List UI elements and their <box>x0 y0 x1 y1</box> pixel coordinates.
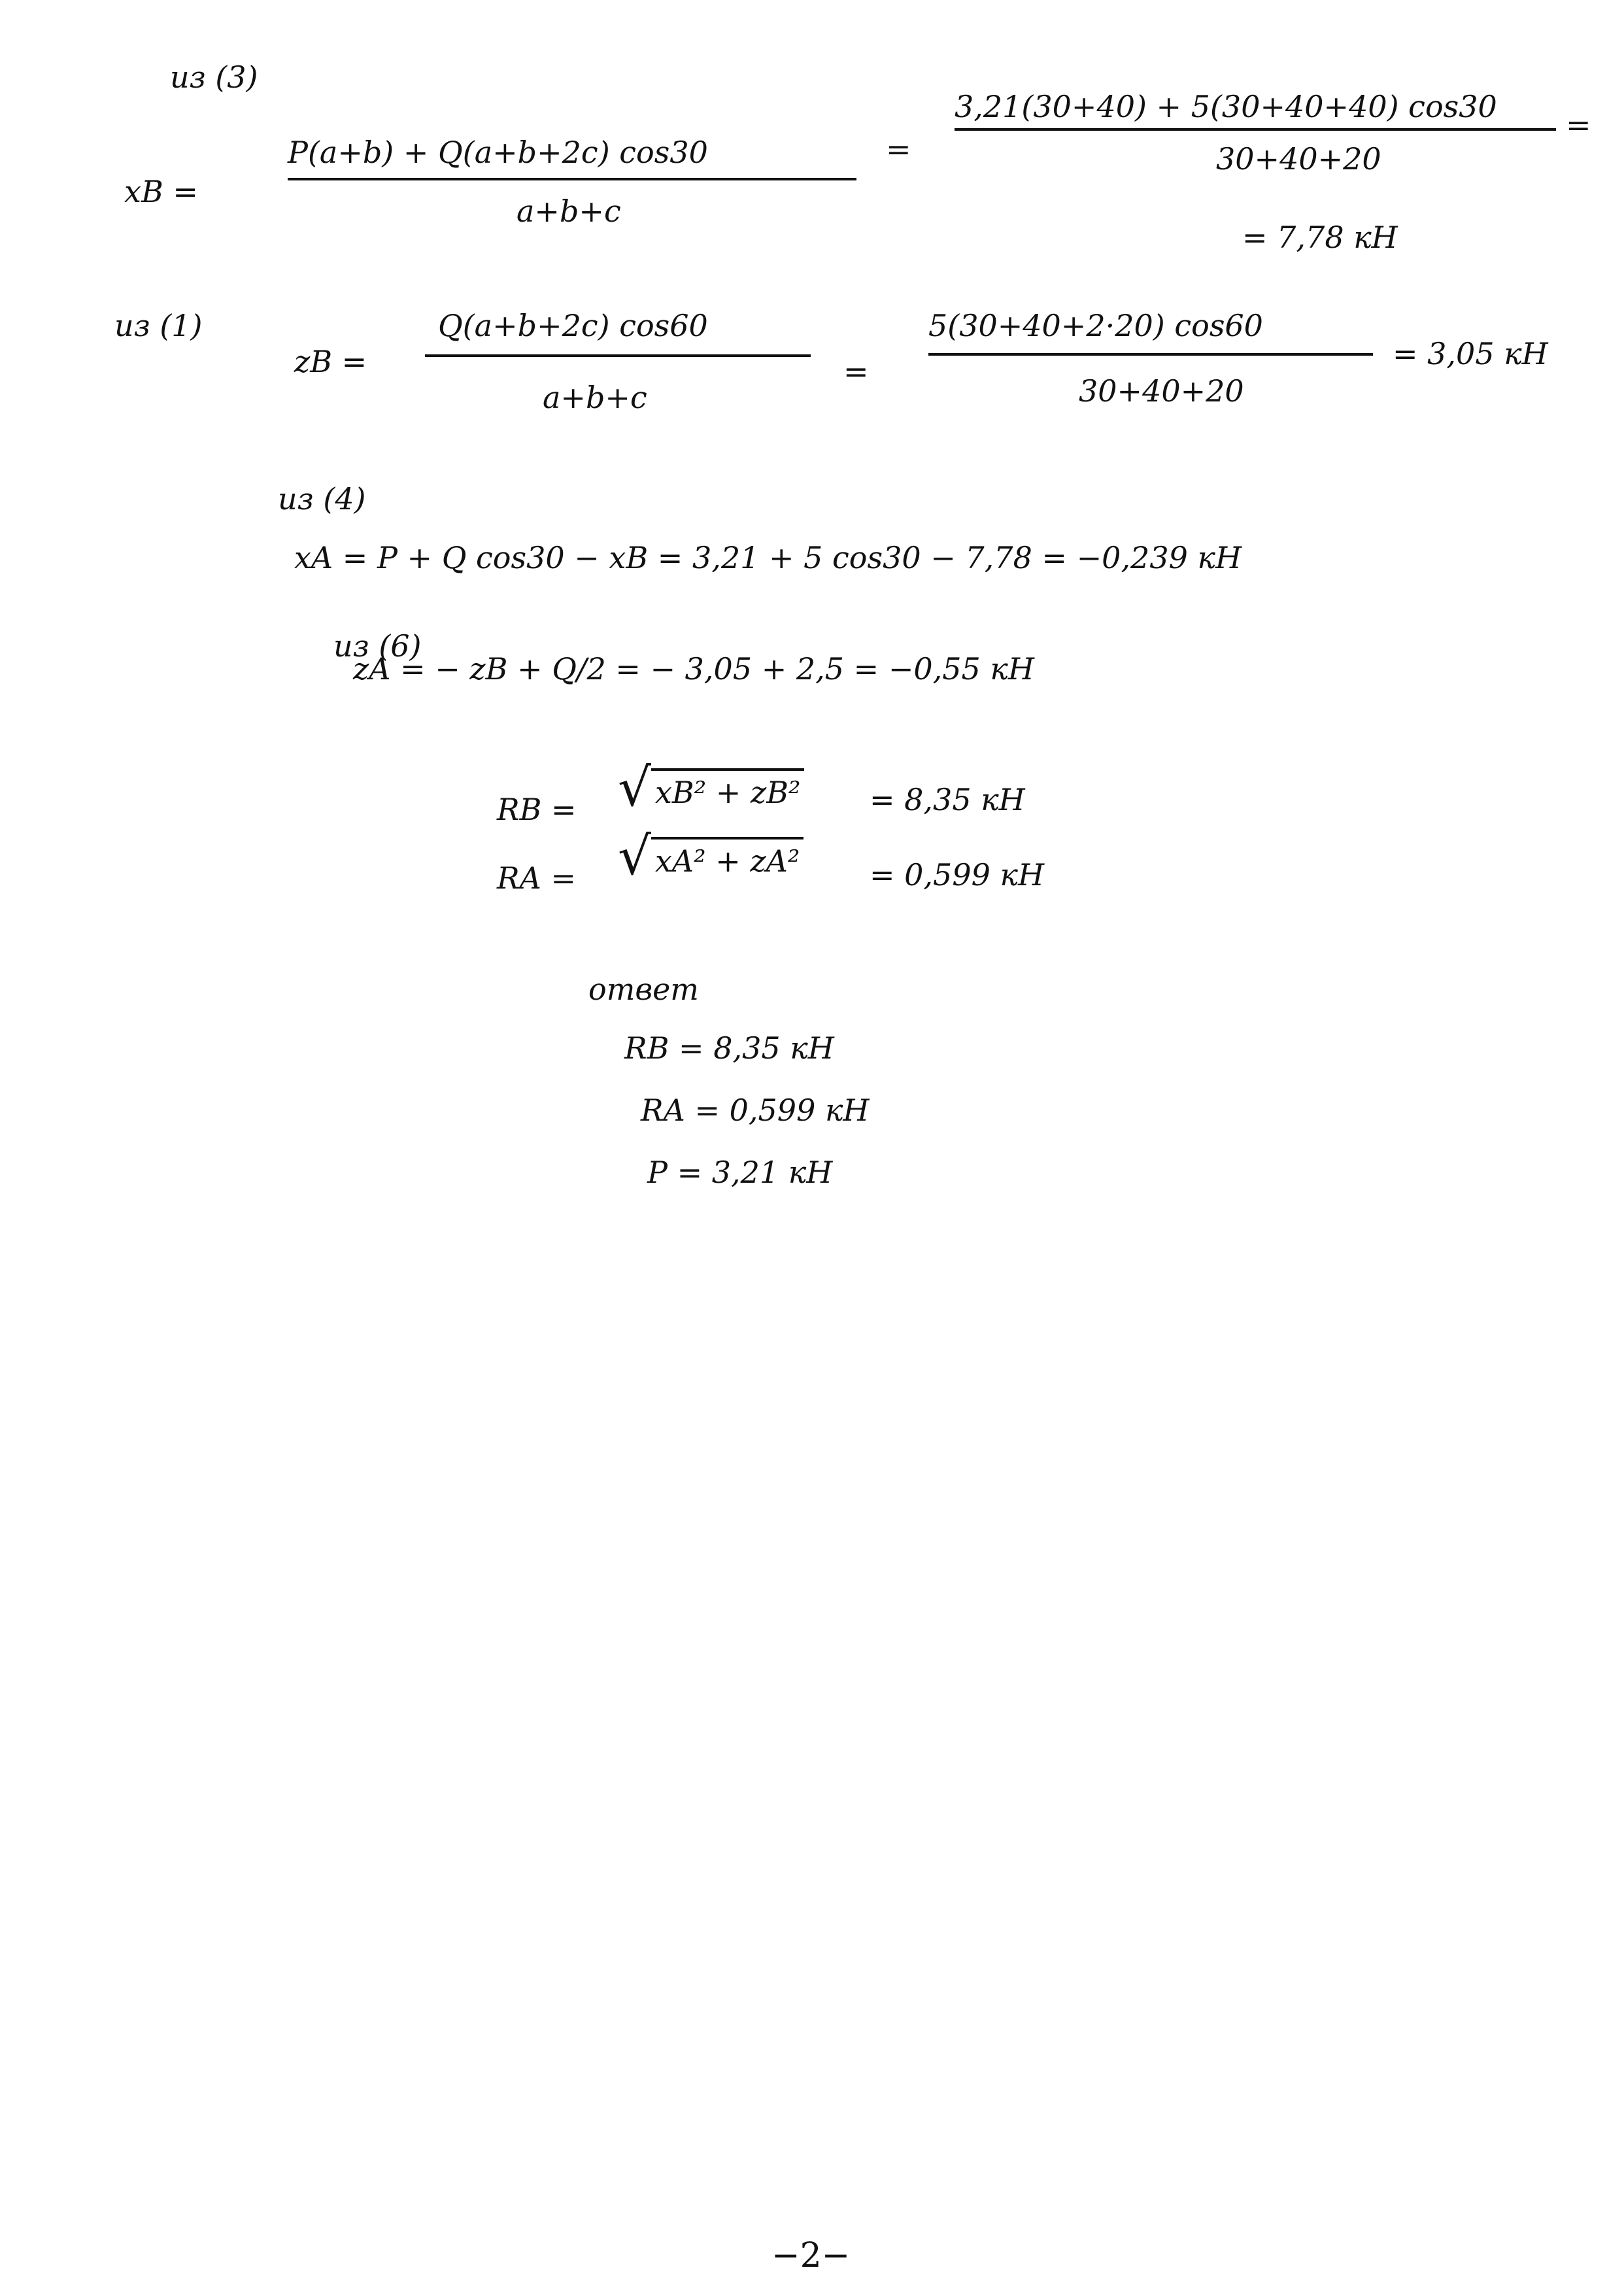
step1-label: из (1) <box>114 308 203 343</box>
xb-denominator-values: 30+40+20 <box>1216 141 1381 177</box>
xb-fraction-bar <box>288 178 856 180</box>
xb-values-fraction-bar <box>955 128 1556 131</box>
step3-label: из (3) <box>170 59 258 95</box>
rb-result: = 8,35 кН <box>870 782 1025 817</box>
zb-fraction-bar <box>425 354 811 357</box>
zb-lhs: zB = <box>294 344 367 379</box>
zb-denominator: a+b+c <box>543 380 647 415</box>
zb-numerator-values: 5(30+40+2·20) cos60 <box>928 308 1263 343</box>
ra-radical <box>618 826 804 887</box>
ra-radicand: xA² + zA² <box>651 837 804 876</box>
answer-rb: RB = 8,35 кН <box>624 1030 834 1066</box>
zb-numerator: Q(a+b+2c) cos60 <box>438 308 708 343</box>
xb-denominator: a+b+c <box>516 194 621 229</box>
answer-p: P = 3,21 кН <box>647 1155 833 1190</box>
page-number: −2− <box>771 2236 851 2275</box>
xb-result: = 7,78 кН <box>1242 220 1398 255</box>
xb-numerator: P(a+b) + Q(a+b+2c) cos30 <box>288 135 708 170</box>
zb-denominator-values: 30+40+20 <box>1079 373 1244 409</box>
ra-lhs: RA = <box>497 860 577 896</box>
rb-lhs: RB = <box>497 792 577 827</box>
square-root-icon: √ <box>618 826 651 887</box>
step4-label: из (4) <box>278 481 366 517</box>
ra-result: = 0,599 кН <box>870 857 1045 892</box>
step6-label: из (6) <box>333 628 422 664</box>
za-equation: zA = − zB + Q/2 = − 3,05 + 2,5 = −0,55 кН <box>353 651 1034 687</box>
xa-equation: xA = P + Q cos30 − xB = 3,21 + 5 cos30 − 7,78 = −0,239 кН <box>294 540 1242 575</box>
answer-ra: RA = 0,599 кН <box>641 1093 870 1128</box>
zb-values-fraction-bar <box>928 353 1373 356</box>
xb-equals-2: = <box>1566 107 1591 143</box>
zb-equals-1: = <box>843 354 869 389</box>
xb-equals-1: = <box>886 131 911 167</box>
xb-numerator-values: 3,21(30+40) + 5(30+40+40) cos30 <box>955 89 1497 124</box>
answer-title: ответ <box>588 972 699 1007</box>
zb-result: = 3,05 кН <box>1393 336 1548 371</box>
xb-lhs: xB = <box>124 174 198 209</box>
rb-radicand: xB² + zB² <box>651 768 804 807</box>
square-root-icon: √ <box>618 757 651 818</box>
rb-radical <box>618 757 804 818</box>
